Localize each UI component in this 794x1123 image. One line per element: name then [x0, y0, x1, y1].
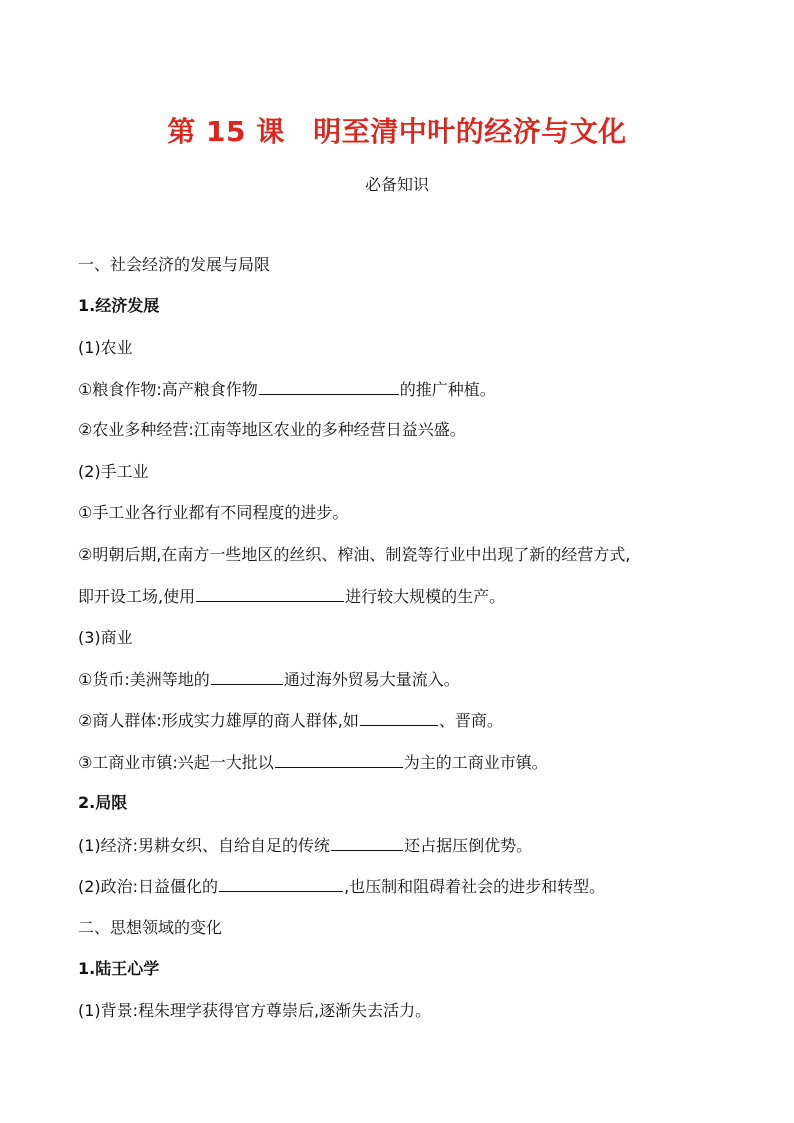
fill-blank[interactable] [275, 751, 403, 768]
section-heading-2: 二、思想领域的变化 [78, 918, 223, 937]
text: ,也压制和阻碍着社会的进步和转型。 [344, 877, 606, 896]
text: ②商人群体:形成实力雄厚的商人群体,如 [78, 711, 359, 730]
text: 即开设工场,使用 [78, 587, 196, 606]
fill-blank[interactable] [219, 875, 343, 892]
fill-blank[interactable] [196, 585, 344, 602]
line-currency [78, 668, 460, 691]
fill-blank[interactable] [211, 668, 283, 685]
subheading-economy: 1.经济发展 [78, 296, 160, 315]
page-title: 第 15 课 明至清中叶的经济与文化 [167, 115, 627, 148]
line-politics-limit [78, 875, 605, 898]
text: 还占据压倒优势。 [404, 836, 533, 855]
item-commerce: (3)商业 [78, 628, 133, 647]
line-market-towns [78, 751, 548, 774]
line-merchant-groups [78, 709, 503, 732]
text: 进行较大规模的生产。 [345, 587, 506, 606]
line-handicraft-progress: ①手工业各行业都有不同程度的进步。 [78, 503, 349, 522]
text: 、晋商。 [438, 711, 503, 730]
subheading-limits: 2.局限 [78, 793, 128, 812]
line-economy-limit [78, 834, 532, 857]
fill-blank[interactable] [331, 834, 403, 851]
line-grain-crops [78, 378, 496, 401]
item-agriculture: (1)农业 [78, 338, 133, 357]
page-subtitle: 必备知识 [364, 175, 429, 194]
text: (1)经济:男耕女织、自给自足的传统 [78, 836, 331, 855]
line-diversified-farming: ②农业多种经营:江南等地区农业的多种经营日益兴盛。 [78, 420, 466, 439]
text: 为主的工商业市镇。 [403, 753, 548, 772]
text: 通过海外贸易大量流入。 [283, 670, 460, 689]
line-workshops [78, 585, 505, 608]
fill-blank[interactable] [259, 378, 399, 395]
item-handicraft: (2)手工业 [78, 462, 149, 481]
line-new-business-mode: ②明朝后期,在南方一些地区的丝织、榨油、制瓷等行业中出现了新的经营方式, [78, 545, 631, 564]
text: (2)政治:日益僵化的 [78, 877, 219, 896]
text: ①货币:美洲等地的 [78, 670, 210, 689]
subheading-lu-wang: 1.陆王心学 [78, 959, 160, 978]
fill-blank[interactable] [360, 709, 438, 726]
text: 的推广种植。 [399, 380, 496, 399]
section-heading-1: 一、社会经济的发展与局限 [78, 255, 271, 274]
text: ①粮食作物:高产粮食作物 [78, 380, 258, 399]
text: ③工商业市镇:兴起一大批以 [78, 753, 274, 772]
line-background: (1)背景:程朱理学获得官方尊崇后,逐渐失去活力。 [78, 1001, 432, 1020]
